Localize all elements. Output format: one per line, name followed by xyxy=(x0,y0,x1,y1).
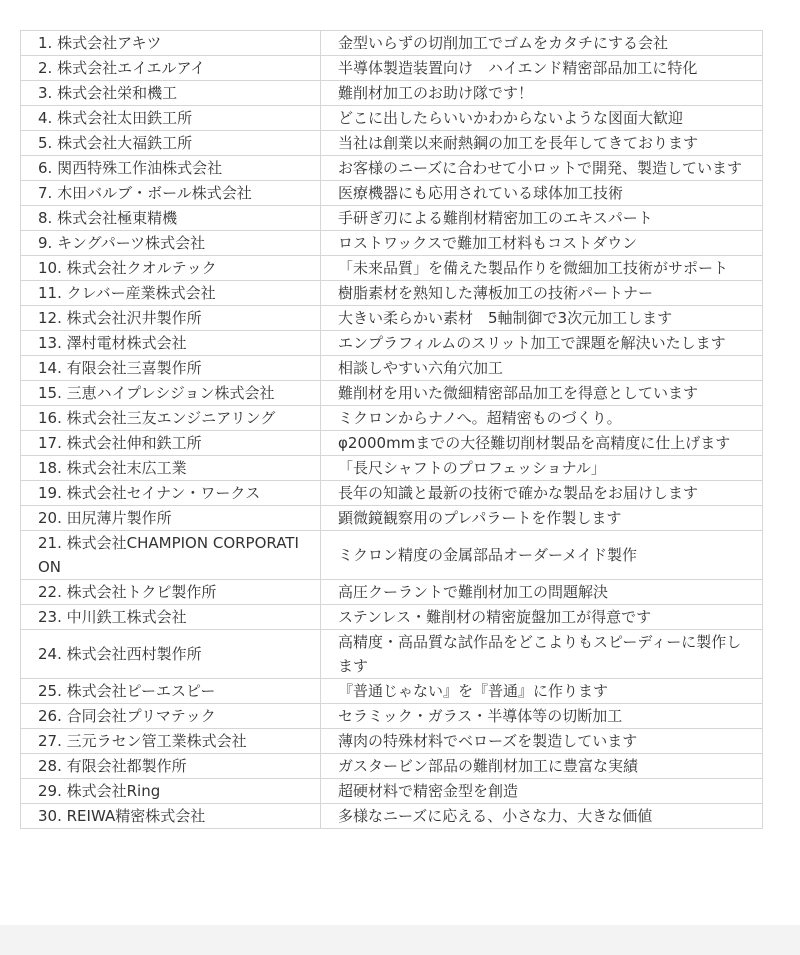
company-description-cell: ミクロンからナノへ。超精密ものづくり。 xyxy=(321,406,763,431)
company-name-cell: 28. 有限会社都製作所 xyxy=(21,754,321,779)
table-row xyxy=(21,381,763,406)
table-row xyxy=(21,31,763,56)
company-name-cell: 7. 木田バルブ・ボール株式会社 xyxy=(21,181,321,206)
company-name-cell: 8. 株式会社極東精機 xyxy=(21,206,321,231)
company-name-cell: 2. 株式会社エイエルアイ xyxy=(21,56,321,81)
company-name-cell: 19. 株式会社セイナン・ワークス xyxy=(21,481,321,506)
table-row xyxy=(21,754,763,779)
table-row xyxy=(21,506,763,531)
company-description-cell: 長年の知識と最新の技術で確かな製品をお届けします xyxy=(321,481,763,506)
table-row xyxy=(21,56,763,81)
company-description-cell: どこに出したらいいかわからないような図面大歓迎 xyxy=(321,106,763,131)
table-row xyxy=(21,156,763,181)
company-name-cell: 1. 株式会社アキツ xyxy=(21,31,321,56)
company-description-cell: 超硬材料で精密金型を創造 xyxy=(321,779,763,804)
table-row xyxy=(21,481,763,506)
company-description-cell: 相談しやすい六角穴加工 xyxy=(321,356,763,381)
company-description-cell: 薄肉の特殊材料でベローズを製造しています xyxy=(321,729,763,754)
company-description-cell: ガスタービン部品の難削材加工に豊富な実績 xyxy=(321,754,763,779)
table-row xyxy=(21,704,763,729)
table-row xyxy=(21,256,763,281)
company-description-cell: ミクロン精度の金属部品オーダーメイド製作 xyxy=(321,531,763,580)
table-body xyxy=(21,31,763,829)
company-name-cell: 21. 株式会社CHAMPION CORPORATION xyxy=(21,531,321,580)
table-row xyxy=(21,181,763,206)
table-row xyxy=(21,630,763,679)
company-name-cell: 24. 株式会社西村製作所 xyxy=(21,630,321,679)
company-name-cell: 12. 株式会社沢井製作所 xyxy=(21,306,321,331)
table-row xyxy=(21,804,763,829)
table-row xyxy=(21,605,763,630)
company-description-cell: 金型いらずの切削加工でゴムをカタチにする会社 xyxy=(321,31,763,56)
company-description-cell: 『普通じゃない』を『普通』に作ります xyxy=(321,679,763,704)
company-name-cell: 13. 澤村電材株式会社 xyxy=(21,331,321,356)
company-description-cell: 難削材加工のお助け隊です！ xyxy=(321,81,763,106)
table-row xyxy=(21,531,763,580)
company-name-cell: 26. 合同会社プリマテック xyxy=(21,704,321,729)
table-row xyxy=(21,679,763,704)
table-row xyxy=(21,331,763,356)
bottom-band xyxy=(0,925,800,955)
table-row xyxy=(21,81,763,106)
company-name-cell: 11. クレバー産業株式会社 xyxy=(21,281,321,306)
company-description-cell: 樹脂素材を熟知した薄板加工の技術パートナー xyxy=(321,281,763,306)
company-name-cell: 17. 株式会社伸和鉄工所 xyxy=(21,431,321,456)
company-name-cell: 29. 株式会社Ring xyxy=(21,779,321,804)
company-description-cell: ロストワックスで難加工材料もコストダウン xyxy=(321,231,763,256)
company-name-cell: 9. キングパーツ株式会社 xyxy=(21,231,321,256)
table-row xyxy=(21,206,763,231)
table-row xyxy=(21,456,763,481)
company-description-cell: 難削材を用いた微細精密部品加工を得意としています xyxy=(321,381,763,406)
company-name-cell: 5. 株式会社大福鉄工所 xyxy=(21,131,321,156)
company-name-cell: 23. 中川鉄工株式会社 xyxy=(21,605,321,630)
company-name-cell: 30. REIWA精密株式会社 xyxy=(21,804,321,829)
company-description-cell: φ2000mmまでの大径難切削材製品を高精度に仕上げます xyxy=(321,431,763,456)
company-description-cell: 高圧クーラントで難削材加工の問題解決 xyxy=(321,580,763,605)
table-row xyxy=(21,306,763,331)
company-description-cell: 顕微鏡観察用のプレパラートを作製します xyxy=(321,506,763,531)
table-row xyxy=(21,131,763,156)
company-description-cell: 医療機器にも応用されている球体加工技術 xyxy=(321,181,763,206)
company-name-cell: 6. 関西特殊工作油株式会社 xyxy=(21,156,321,181)
company-description-cell: セラミック・ガラス・半導体等の切断加工 xyxy=(321,704,763,729)
company-description-cell: 手研ぎ刃による難削材精密加工のエキスパート xyxy=(321,206,763,231)
company-description-cell: エンプラフィルムのスリット加工で課題を解決いたします xyxy=(321,331,763,356)
company-name-cell: 22. 株式会社トクピ製作所 xyxy=(21,580,321,605)
company-name-cell: 18. 株式会社末広工業 xyxy=(21,456,321,481)
table-row xyxy=(21,779,763,804)
table-row xyxy=(21,106,763,131)
company-description-cell: 当社は創業以来耐熱鋼の加工を長年してきております xyxy=(321,131,763,156)
table-row xyxy=(21,281,763,306)
company-name-cell: 4. 株式会社太田鉄工所 xyxy=(21,106,321,131)
company-name-cell: 3. 株式会社栄和機工 xyxy=(21,81,321,106)
table-row xyxy=(21,431,763,456)
company-name-cell: 10. 株式会社クオルテック xyxy=(21,256,321,281)
company-description-cell: 「未来品質」を備えた製品作りを微細加工技術がサポート xyxy=(321,256,763,281)
company-description-cell: 高精度・高品質な試作品をどこよりもスピーディーに製作します xyxy=(321,630,763,679)
table-row xyxy=(21,356,763,381)
company-description-cell: 「長尺シャフトのプロフェッショナル」 xyxy=(321,456,763,481)
company-name-cell: 16. 株式会社三友エンジニアリング xyxy=(21,406,321,431)
company-description-cell: ステンレス・難削材の精密旋盤加工が得意です xyxy=(321,605,763,630)
table-row xyxy=(21,729,763,754)
company-name-cell: 20. 田尻薄片製作所 xyxy=(21,506,321,531)
table-row xyxy=(21,580,763,605)
company-name-cell: 14. 有限会社三喜製作所 xyxy=(21,356,321,381)
table-row xyxy=(21,406,763,431)
company-name-cell: 27. 三元ラセン管工業株式会社 xyxy=(21,729,321,754)
company-name-cell: 15. 三恵ハイプレシジョン株式会社 xyxy=(21,381,321,406)
company-description-cell: お客様のニーズに合わせて小ロットで開発、製造しています xyxy=(321,156,763,181)
company-description-cell: 大きい柔らかい素材 5軸制御で3次元加工します xyxy=(321,306,763,331)
company-description-cell: 半導体製造装置向け ハイエンド精密部品加工に特化 xyxy=(321,56,763,81)
company-name-cell: 25. 株式会社ピーエスピー xyxy=(21,679,321,704)
company-table xyxy=(20,30,763,829)
table-row xyxy=(21,231,763,256)
company-description-cell: 多様なニーズに応える、小さな力、大きな価値 xyxy=(321,804,763,829)
